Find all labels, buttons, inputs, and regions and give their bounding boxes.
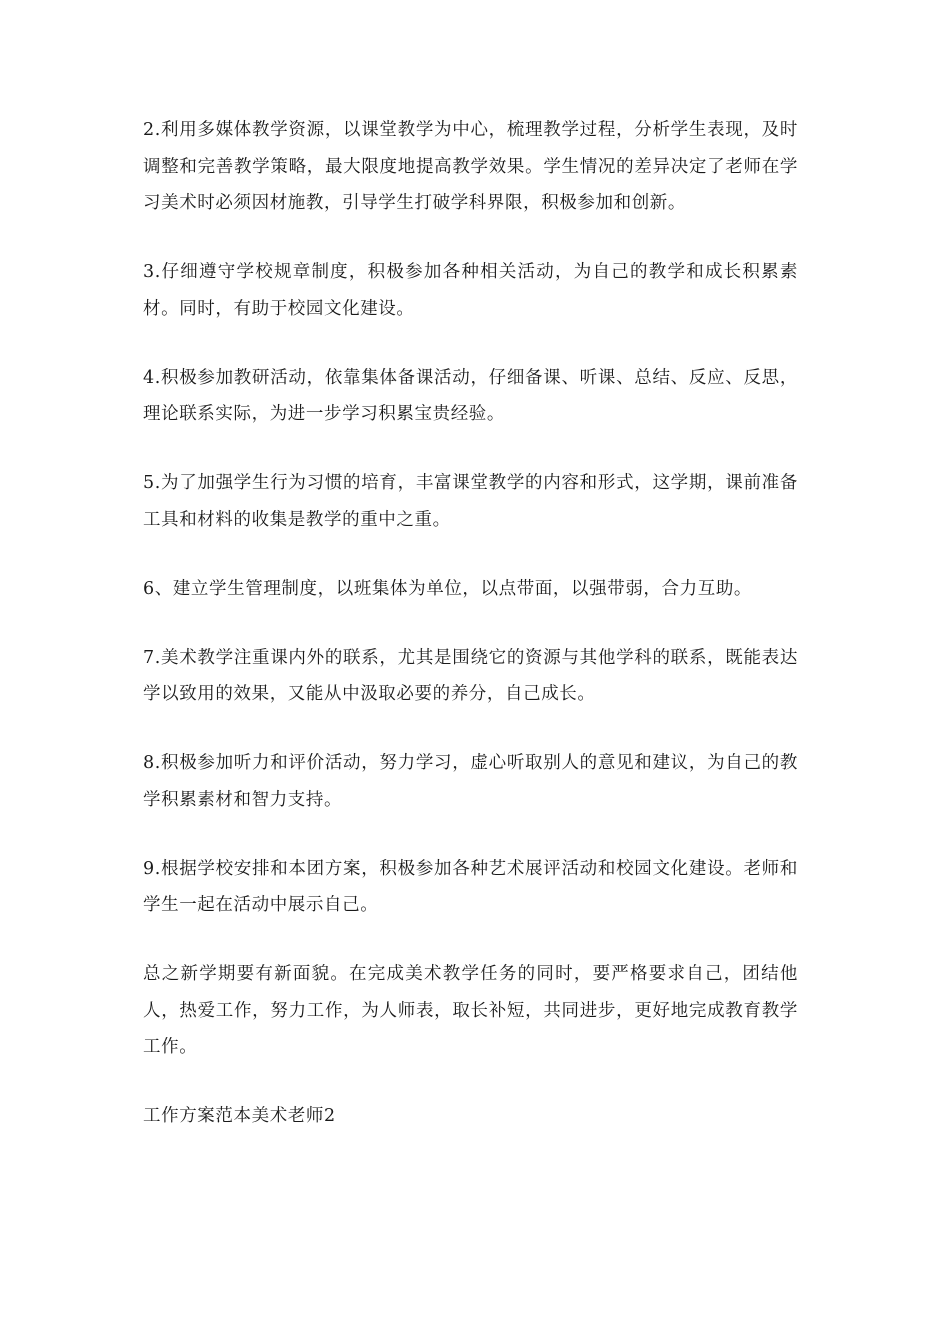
paragraph-item-3: 3.仔细遵守学校规章制度，积极参加各种相关活动，为自己的教学和成长积累素材。同时，有助于校园文化建设。 [143, 262, 798, 319]
paragraph-item-8: 8.积极参加听力和评价活动，努力学习，虚心听取别人的意见和建议，为自己的教学积累素材和智力支持。 [143, 753, 798, 810]
section-heading: 工作方案范本美术老师2 [143, 1106, 336, 1126]
paragraph-item-2: 2.利用多媒体教学资源，以课堂教学为中心，梳理教学过程，分析学生表现，及时调整和完善教学策略，最大限度地提高教学效果。学生情况的差异决定了老师在学习美术时必须因材施教，引导学生打破学科界限，积极参加和创新。 [143, 120, 798, 213]
paragraph-summary: 总之新学期要有新面貌。在完成美术教学任务的同时，要严格要求自己，团结他人，热爱工作，努力工作，为人师表，取长补短，共同进步，更好地完成教育教学工作。 [143, 964, 798, 1057]
paragraph-item-6: 6、建立学生管理制度，以班集体为单位，以点带面，以强带弱，合力互助。 [143, 578, 753, 599]
paragraph-item-5: 5.为了加强学生行为习惯的培育，丰富课堂教学的内容和形式，这学期，课前准备工具和材料的收集是教学的重中之重。 [143, 473, 798, 530]
paragraph-item-9: 9.根据学校安排和本团方案，积极参加各种艺术展评活动和校园文化建设。老师和学生一起在活动中展示自己。 [143, 858, 798, 915]
paragraph-item-7: 7.美术教学注重课内外的联系，尤其是围绕它的资源与其他学科的联系，既能表达学以致用的效果，又能从中汲取必要的养分，自己成长。 [143, 647, 798, 704]
document-body [143, 112, 798, 1135]
paragraph-item-4: 4.积极参加教研活动，依靠集体备课活动，仔细备课、听课、总结、反应、反思，理论联系实际，为进一步学习积累宝贵经验。 [143, 367, 798, 424]
